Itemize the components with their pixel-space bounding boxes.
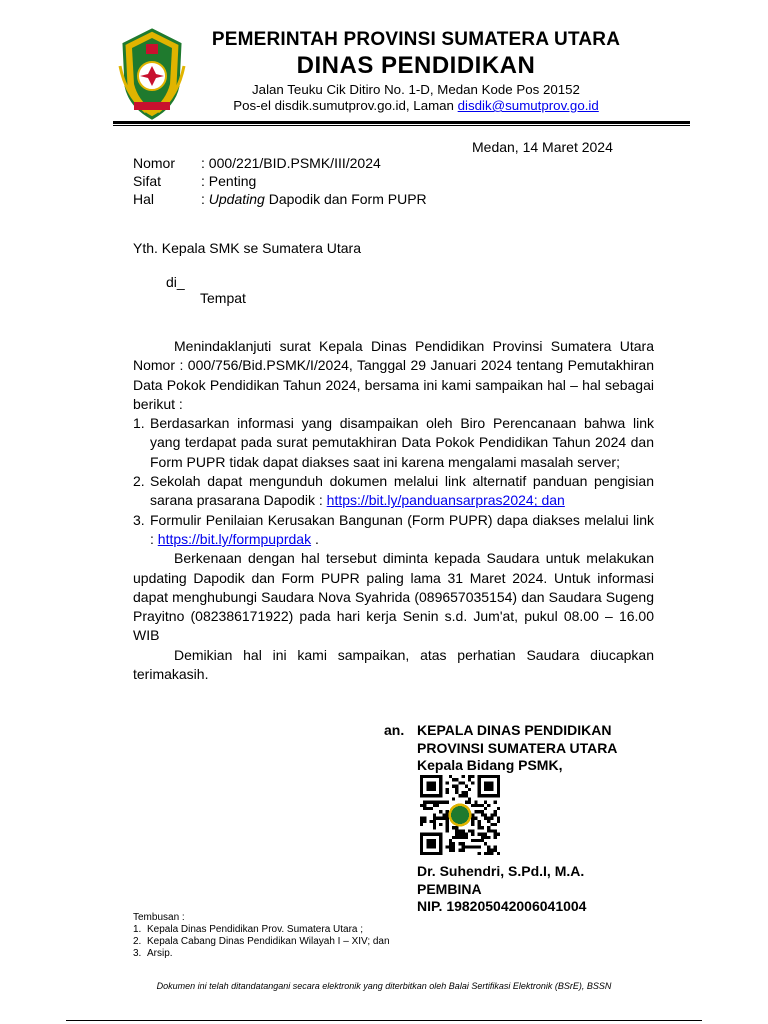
meta-row-hal	[133, 190, 427, 208]
signature-title-row	[384, 722, 617, 740]
hal-rest: Dapodik dan Form PUPR	[264, 191, 427, 207]
signature-line1: KEPALA DINAS PENDIDIKAN	[417, 722, 612, 738]
signer-name: Dr. Suhendri, S.Pd.I, M.A.	[417, 863, 585, 879]
signature-block	[384, 722, 617, 775]
list-number: 1.	[133, 415, 145, 432]
contact-line	[196, 98, 636, 114]
letter-body	[133, 337, 654, 684]
signer-nip: NIP. 198205042006041004	[417, 898, 587, 914]
meta-row-nomor	[133, 154, 427, 172]
footer-rule	[66, 1020, 702, 1021]
carbon-copy-list	[133, 912, 390, 960]
cc-num: 2.	[133, 936, 142, 947]
meta-value	[201, 190, 427, 208]
cc-text: Kepala Cabang Dinas Pendidikan Wilayah I – XIV; dan	[147, 936, 390, 947]
item2-text: Sekolah dapat mengunduh dokumen melalui link alternatif panduan pengisian sarana prasarana Dapodik :	[150, 473, 654, 509]
meta-value: : Penting	[201, 173, 257, 189]
cc-text: Kepala Dinas Pendidikan Prov. Sumatera Utara ;	[147, 924, 364, 935]
list-text	[150, 472, 654, 511]
signature-qr-code	[420, 775, 500, 855]
cc-num: 3.	[133, 948, 142, 959]
signature-row	[384, 740, 617, 758]
spacer	[384, 740, 417, 758]
letter-date: Medan, 14 Maret 2024	[472, 139, 613, 155]
recipient-place: Tempat	[200, 290, 246, 306]
item3-end: .	[311, 530, 319, 547]
cc-num: 1.	[133, 924, 142, 935]
contact-email-link[interactable]: disdik@sumutprov.go.id	[457, 98, 599, 113]
meta-key: Sifat	[133, 173, 162, 189]
government-name: PEMERINTAH PROVINSI SUMATERA UTARA	[211, 29, 621, 50]
item3-text: Formulir Penilaian Kerusakan Bangunan (Form PUPR) dapa diakses melalui link :	[150, 511, 654, 547]
contact-prefix: Pos-el disdik.sumutprov.go.id, Laman	[233, 98, 458, 113]
letterhead-address	[196, 82, 636, 114]
form-pupr-link[interactable]: https://bit.ly/formpuprdak	[157, 530, 312, 547]
hal-prefix: :	[201, 191, 209, 207]
list-item	[133, 511, 654, 550]
recipient: Yth. Kepala SMK se Sumatera Utara	[133, 240, 361, 256]
panduan-sarpras-link[interactable]: https://bit.ly/panduansarpras2024; dan	[326, 492, 565, 509]
closing-paragraph: Demikian hal ini kami sampaikan, atas perhatian Saudara diucapkan terimakasih.	[133, 646, 654, 683]
spacer	[384, 757, 417, 775]
electronic-signature-note: Dokumen ini telah ditandatangani secara elektronik yang diterbitkan oleh Balai Sertifikasi Elektronik (BSrE), BSSN	[156, 981, 612, 991]
signature-row	[384, 757, 617, 775]
letterhead-rule-thin	[113, 125, 690, 126]
signer-rank: PEMBINA	[417, 880, 482, 897]
meta-value: : 000/221/BID.PSMK/III/2024	[201, 155, 381, 171]
letterhead-rule-thick	[113, 121, 690, 124]
cc-item	[133, 936, 390, 948]
meta-key: Hal	[133, 191, 155, 207]
cc-item	[133, 948, 390, 960]
meta-key: Nomor	[133, 155, 176, 171]
list-text	[150, 511, 654, 550]
address-line: Jalan Teuku Cik Ditiro No. 1-D, Medan Kode Pos 20152	[252, 82, 580, 97]
signature-line3: Kepala Bidang PSMK,	[417, 757, 563, 773]
agency-name: DINAS PENDIDIKAN	[296, 52, 536, 79]
cc-title: Tembusan :	[133, 912, 185, 923]
letter-meta	[133, 154, 427, 208]
followup-paragraph: Berkenaan dengan hal tersebut diminta kepada Saudara untuk melakukan updating Dapodik dan Form PUPR paling lama 31 Maret 2024. Untuk informasi dapat menghubungi Saudara Nova Syahrida (089657035154) dan Saudara Sugeng Prayitno (082386171922) pada hari kerja Senin s.d. Jum'at, pukul 08.00 – 16.00 WIB	[133, 550, 654, 644]
list-item	[133, 414, 654, 472]
list-text: Berdasarkan informasi yang disampaikan oleh Biro Perencanaan bahwa link yang terdapat pada surat pemutakhiran Data Pokok Pendidikan Tahun 2024 dan Form PUPR tidak dapat diakses saat ini karena mengalami masalah server;	[150, 415, 654, 470]
signature-an: an.	[384, 722, 405, 738]
recipient-di: di_	[166, 274, 185, 290]
signature-line2: PROVINSI SUMATERA UTARA	[417, 739, 618, 756]
cc-text: Arsip.	[147, 948, 173, 959]
list-number: 3.	[133, 511, 145, 528]
list-item	[133, 472, 654, 511]
meta-row-sifat	[133, 172, 427, 190]
intro-paragraph: Menindaklanjuti surat Kepala Dinas Pendidikan Provinsi Sumatera Utara Nomor : 000/756/Bid.PSMK/I/2024, Tanggal 29 Januari 2024 tentang Pemutakhiran Data Pokok Pendidikan Tahun 2024, bersama ini kami sampaikan hal – hal sebagai berikut :	[133, 338, 654, 412]
provincial-emblem-logo	[116, 26, 188, 122]
signer-block	[417, 863, 586, 916]
list-number: 2.	[133, 473, 145, 490]
hal-italic: Updating	[208, 191, 265, 207]
cc-item	[133, 924, 390, 936]
